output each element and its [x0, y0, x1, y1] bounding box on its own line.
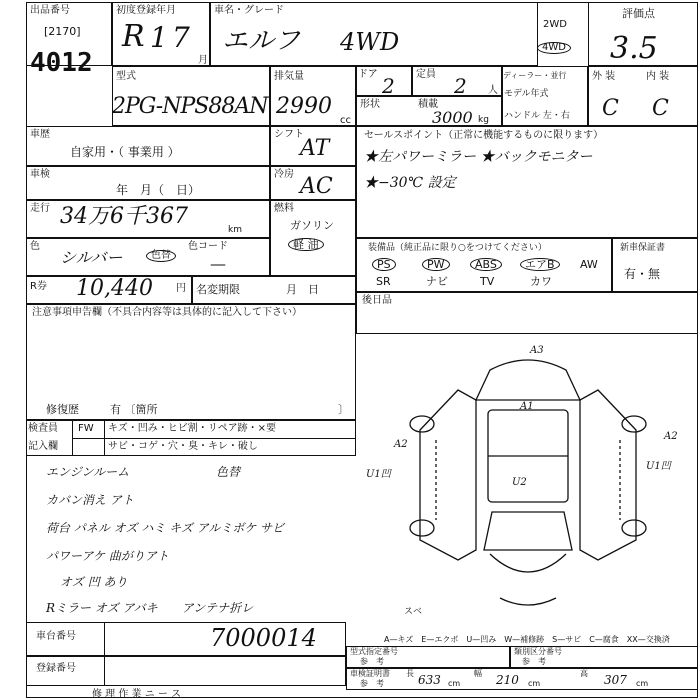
car-label: 車名・グレード [214, 5, 284, 16]
drive-2wd: 2WD [543, 19, 567, 30]
equip-navi: ナビ [426, 275, 448, 288]
height-label: 高 [580, 669, 588, 678]
interior-label: 内 装 [646, 71, 670, 82]
color-code-label: 色コード [188, 241, 228, 252]
chassis-value: 7000014 [210, 624, 317, 652]
wheel-fl [410, 416, 434, 432]
repair-close: 〕 [338, 403, 349, 416]
shape-label: 形状 [360, 99, 380, 110]
inspection-value: 年 月（ 日） [116, 183, 201, 197]
inspector-label2: 記入欄 [28, 441, 58, 452]
mark-u1-right: U1凹 [646, 461, 671, 472]
inspector-row1: キズ・凹み・ヒビ割・リペア跡・×要 [108, 423, 276, 434]
model-label: 型式 [116, 71, 136, 82]
vehicle-diagram [360, 340, 696, 620]
warranty-value: 有・無 [624, 267, 661, 281]
wheel-fr [622, 416, 646, 432]
length-label: 長 [406, 669, 414, 678]
model-year-label: モデル年式 [504, 89, 549, 99]
height-value: 307 [604, 673, 627, 687]
note-paint-change: 色替 [216, 465, 241, 479]
exterior-label: 外 装 [592, 71, 616, 82]
fuel-diesel: 軽 油 [288, 238, 324, 251]
type-spec-label: 型式指定番号 [350, 647, 398, 656]
note-line-2: カバン消え アト [46, 493, 134, 507]
mileage-value: 34万6千367 [60, 204, 188, 229]
note-line-5: オズ 凹 あり [60, 575, 128, 589]
class-sub: 参 考 [522, 657, 546, 666]
first-reg-label: 初度登録年月 [116, 5, 176, 16]
diagram-roof [476, 360, 580, 400]
cc-unit: cc [340, 115, 351, 126]
exterior-grade: C [602, 96, 619, 121]
handle-label: ハンドル 左・右 [504, 111, 570, 121]
width-value: 210 [496, 673, 519, 687]
interior-grade: C [652, 96, 669, 121]
displacement-value: 2990 [276, 94, 332, 119]
rename-label: 名変期限 [196, 283, 240, 296]
load-unit: kg [478, 115, 489, 125]
mark-u2: U2 [512, 477, 527, 488]
capacity-label: 定員 [416, 69, 436, 80]
car-name: エルフ [222, 26, 301, 56]
mark-scratch: スベ [404, 607, 423, 617]
score-value: 3.5 [610, 31, 658, 66]
equip-pw: PW [422, 258, 450, 271]
doors-value: 2 [382, 74, 395, 98]
reg-divider [104, 656, 105, 686]
inspector-hline [72, 438, 356, 439]
cert-label: 車検証明書 [350, 669, 390, 678]
mark-a2-right: A2 [664, 431, 678, 442]
shift-value: AT [300, 136, 330, 161]
fuel-label: 燃料 [274, 203, 294, 214]
shift-label: シフト [274, 129, 304, 140]
score-label: 評価点 [622, 7, 655, 20]
rename-value: 月 日 [286, 283, 319, 296]
inspection-label: 車検 [30, 169, 50, 180]
wheel-rl [410, 520, 434, 536]
damage-legend: A—キズ E—エクボ U—凹み W—補修跡 S—サビ C—腐食 XX—交換済 [384, 635, 670, 644]
first-reg-month-unit: 月 [198, 55, 208, 66]
repair-label: 修復歴 [46, 403, 79, 416]
repair-value: 有 〔箇所 [110, 403, 158, 416]
first-reg-month: 7 [172, 21, 190, 54]
history-value: 自家用・（ 事業用 ） [70, 145, 180, 159]
lot-label: 出品番号 [30, 5, 70, 16]
ac-label: 冷房 [274, 169, 294, 180]
model-value: 2PG-NPS88AN [112, 94, 268, 119]
load-label: 積載 [418, 99, 438, 110]
height-unit: cm [636, 679, 649, 688]
inspector-label1: 検査員 [28, 423, 58, 434]
chassis-label: 車台番号 [36, 631, 76, 642]
diagram-front [490, 554, 566, 572]
equipment-title: 装備品（純正品に限り○をつけてください） [368, 243, 547, 253]
sales-title: セールスポイント（正常に機能するものに限ります） [364, 130, 604, 141]
mark-a3: A3 [530, 345, 544, 356]
mark-a2-left: A2 [394, 439, 408, 450]
color-code-value: — [210, 254, 226, 273]
mark-a1: A1 [520, 401, 534, 412]
width-label: 幅 [474, 669, 482, 678]
cert-sub: 参 考 [360, 679, 384, 688]
length-unit: cm [448, 679, 461, 688]
first-reg-era: R [122, 19, 145, 54]
car-grade: 4WD [340, 28, 400, 56]
note-line-3: 荷台 パネル オズ ハミ キズ アルミボケ サビ [46, 521, 285, 535]
history-label: 車歴 [30, 129, 50, 140]
displacement-label: 排気量 [274, 71, 304, 82]
mileage-label: 走行 [30, 203, 50, 214]
sales-line1: ★左パワーミラー ★バックモニター [364, 149, 593, 165]
equip-ps: PS [372, 258, 396, 271]
dealer-label: ディーラー・並行 [503, 71, 567, 80]
equip-leather: カワ [530, 275, 552, 288]
inspector-fw: FW [78, 423, 94, 434]
chassis-divider [104, 622, 105, 656]
type-spec-sub: 参 考 [360, 657, 384, 666]
diagram-cab [484, 512, 572, 550]
recycle-unit: 円 [176, 283, 186, 294]
warranty-label: 新車保証書 [620, 243, 666, 253]
sales-line2: ★−30℃ 設定 [364, 175, 456, 191]
lot-number: 4012 [30, 48, 93, 78]
note-line-1: エンジンルーム [46, 465, 130, 479]
capacity-unit: 人 [488, 85, 498, 96]
notes-title: 注意事項申告欄（不具合内容等は具体的に記入して下さい） [32, 307, 302, 318]
inspector-row2: サビ・コゲ・穴・臭・キレ・破し [108, 441, 258, 452]
length-value: 633 [418, 673, 441, 687]
equip-sr: SR [376, 275, 391, 288]
ac-value: AC [300, 174, 333, 199]
rear-item-label: 後日品 [362, 295, 392, 306]
rear-item-box [356, 292, 698, 334]
class-label: 類別区分番号 [514, 647, 562, 656]
equip-abs: ABS [470, 258, 502, 271]
lot-bracket: [2170] [44, 25, 81, 38]
drive-4wd: 4WD [537, 42, 571, 54]
equip-airbag: エアB [520, 258, 560, 271]
recycle-label: R券 [30, 281, 47, 292]
load-value: 3000 [432, 108, 473, 127]
note-line-6: Rミラー オズ アバキ アンテナ折レ [46, 601, 254, 615]
width-unit: cm [528, 679, 541, 688]
capacity-value: 2 [454, 74, 467, 98]
first-reg-year: 1 [150, 21, 168, 54]
equip-tv: TV [480, 275, 495, 288]
bottom-note: 修 理 作 業 ニ ー ス [92, 689, 182, 700]
fuel-gasoline: ガソリン [290, 219, 334, 232]
mark-u1-left: U1凹 [366, 469, 391, 480]
color-change: 色替 [146, 250, 176, 262]
wheel-rr [622, 520, 646, 536]
recycle-value: 10,440 [76, 276, 153, 301]
equip-aw: AW [580, 258, 598, 271]
color-label: 色 [30, 241, 40, 252]
note-line-4: パワーアケ 曲がりアト [46, 549, 169, 563]
color-value: シルバー [60, 248, 123, 267]
mileage-unit: km [228, 225, 242, 235]
doors-label: ドア [358, 69, 378, 80]
reg-label: 登録番号 [36, 663, 76, 674]
